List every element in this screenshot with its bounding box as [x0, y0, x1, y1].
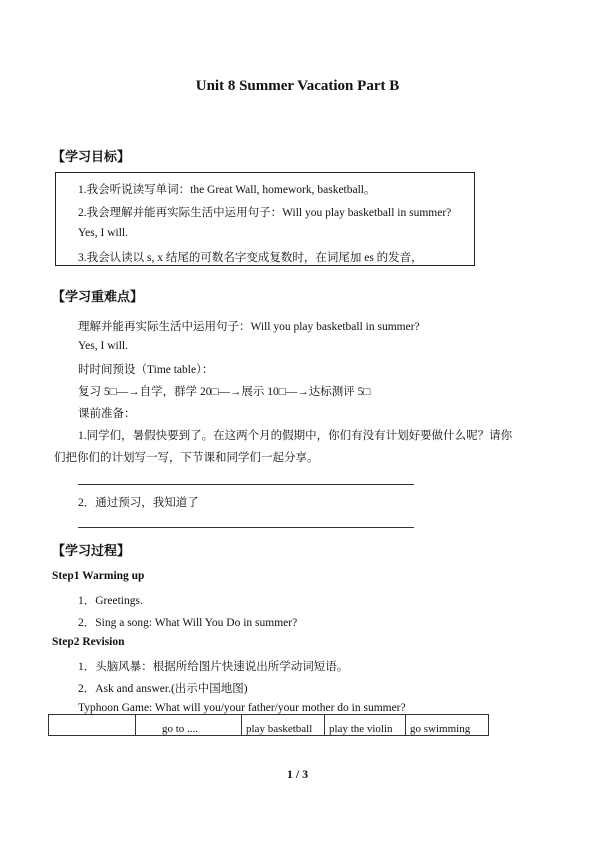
table-cell: go to ....	[136, 715, 242, 736]
preparation-line-3: 2．通过预习，我知道了	[78, 497, 199, 509]
step2-item-1: 1．头脑风暴：根据所给图片快速说出所学动词短语。	[78, 661, 349, 673]
answer-blank-line-1	[78, 484, 414, 485]
table-row	[49, 715, 489, 736]
page-title: Unit 8 Summer Vacation Part B	[195, 78, 400, 94]
section-heading-process: 【学习过程】	[52, 544, 131, 559]
answer-blank-line-2	[78, 527, 414, 528]
page-number: 1 / 3	[286, 767, 309, 781]
time-table-label: 时时间预设（Time table）：	[78, 364, 214, 376]
time-table-line: 复习 5□—→自学，群学 20□—→展示 10□—→达标测评 5□	[78, 386, 371, 398]
key-point-line-1: 理解并能再实际生活中运用句子：Will you play basketball in summer?	[78, 321, 420, 333]
goals-box	[55, 172, 475, 266]
table-cell: go swimming	[406, 715, 489, 736]
step1-item-2: 2．Sing a song: What Will You Do in summer?	[78, 617, 298, 629]
goal-line-1: 1.我会听说读写单词：the Great Wall, homework, basketball。	[78, 184, 376, 196]
step2-title: Step2 Revision	[52, 636, 125, 648]
table-cell	[49, 715, 136, 736]
table-cell: play the violin	[325, 715, 406, 736]
step1-title: Step1 Warming up	[52, 570, 145, 582]
goal-line-2: 2.我会理解并能再实际生活中运用句子：Will you play basketball in summer?	[78, 207, 452, 219]
table-cell: play basketball	[242, 715, 325, 736]
preparation-label: 课前准备：	[78, 408, 136, 420]
step1-item-1: 1．Greetings.	[78, 595, 143, 607]
typhoon-game-table	[48, 714, 489, 736]
preparation-line-2: 们把你们的计划写一写，下节课和同学们一起分享。	[54, 452, 319, 464]
typhoon-game-prompt: Typhoon Game: What will you/your father/your mother do in summer?	[78, 702, 406, 714]
key-point-line-2: Yes, I will.	[78, 340, 128, 352]
section-heading-goals: 【学习目标】	[52, 150, 131, 165]
goal-line-3: Yes, I will.	[78, 227, 128, 239]
goal-line-4: 3.我会认读以 s, x 结尾的可数名字变成复数时，在词尾加 es 的发音，	[78, 252, 423, 264]
preparation-line-1: 1.同学们，暑假快要到了。在这两个月的假期中，你们有没有计划好要做什么呢？请你	[78, 430, 513, 442]
section-heading-key-points: 【学习重难点】	[52, 290, 144, 305]
step2-item-2: 2．Ask and answer.(出示中国地图)	[78, 683, 248, 695]
